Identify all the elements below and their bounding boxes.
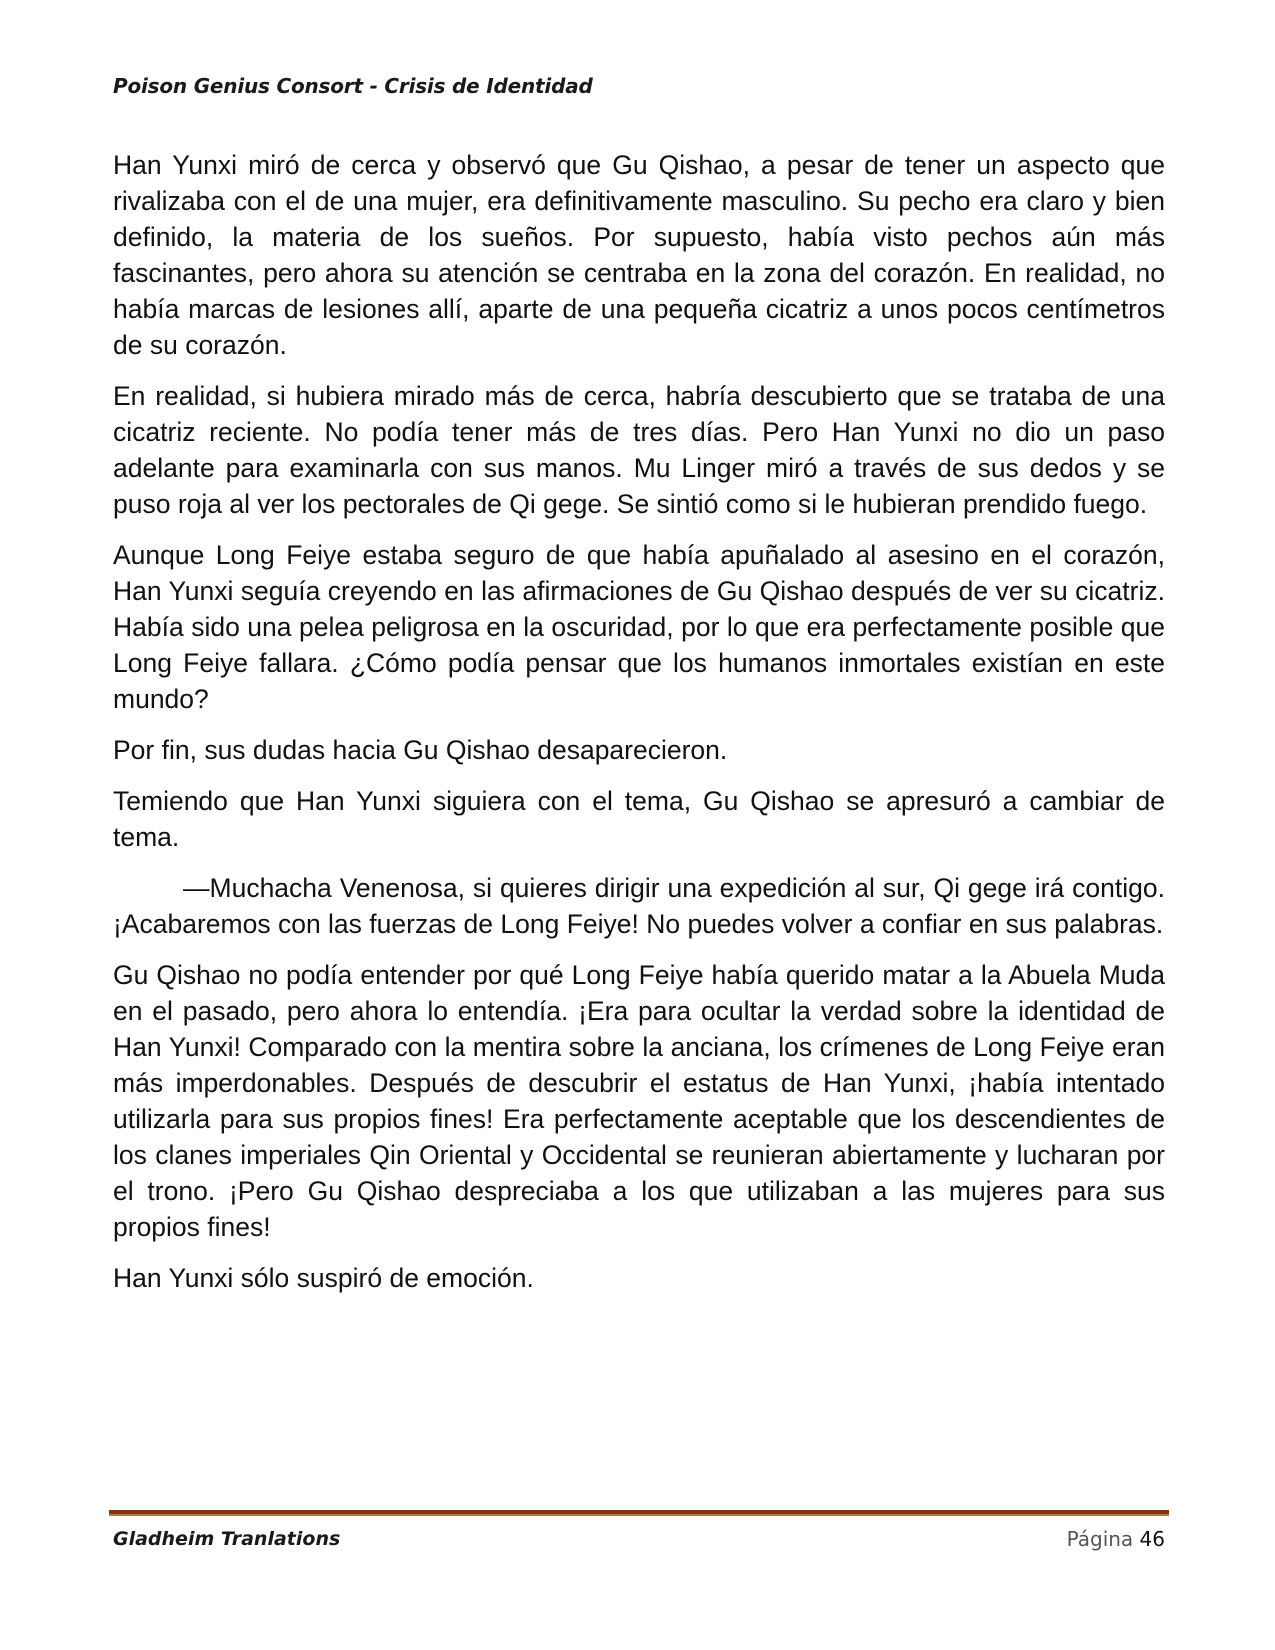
dialogue-paragraph: —Muchacha Venenosa, si quieres dirigir una expedición al sur, Qi gege irá contigo. ¡Acabaremos con las fuerzas de Long Feiye! No puedes volver a confiar en sus palabras. — [113, 873, 1165, 939]
footer-publisher: Gladheim Tranlations — [113, 1528, 341, 1550]
footer-rule — [109, 1510, 1169, 1516]
paragraph: En realidad, si hubiera mirado más de cerca, habría descubierto que se trataba de una cicatriz reciente. No podía tener más de tres días. Pero Han Yunxi no dio un paso adelante para examinarla con sus manos. Mu Linger miró a través de sus dedos y se puso roja al ver los pectorales de Qi gege. Se sintió como si le hubieran prendido fuego. — [113, 381, 1165, 519]
page-number: 46 — [1139, 1527, 1165, 1551]
page-number-block — [1067, 1527, 1165, 1551]
paragraph: Aunque Long Feiye estaba seguro de que había apuñalado al asesino en el corazón, Han Yunxi seguía creyendo en las afirmaciones de Gu Qishao después de ver su cicatriz. Había sido una pelea peligrosa en la oscuridad, por lo que era perfectamente posible que Long Feiye fallara. ¿Cómo podía pensar que los humanos inmortales existían en este mundo? — [113, 540, 1165, 714]
paragraph: Temiendo que Han Yunxi siguiera con el tema, Gu Qishao se apresuró a cambiar de tema. — [113, 786, 1165, 852]
running-header: Poison Genius Consort - Crisis de Identidad — [113, 74, 593, 98]
paragraph: Han Yunxi miró de cerca y observó que Gu Qishao, a pesar de tener un aspecto que rivalizaba con el de una mujer, era definitivamente masculino. Su pecho era claro y bien definido, la materia de los sueños. Por supuesto, había visto pechos aún más fascinantes, pero ahora su atención se centraba en la zona del corazón. En realidad, no había marcas de lesiones allí, aparte de una pequeña cicatriz a unos pocos centímetros de su corazón. — [113, 150, 1165, 360]
page-label: Página — [1066, 1527, 1134, 1551]
body-text — [113, 147, 1165, 1311]
paragraph: Gu Qishao no podía entender por qué Long Feiye había querido matar a la Abuela Muda en el pasado, pero ahora lo entendía. ¡Era para ocultar la verdad sobre la identidad de Han Yunxi! Comparado con la mentira sobre la anciana, los crímenes de Long Feiye eran más imperdonables. Después de descubrir el estatus de Han Yunxi, ¡había intentado utilizarla para sus propios fines! Era perfectamente aceptable que los descendientes de los clanes imperiales Qin Oriental y Occidental se reunieran abiertamente y lucharan por el trono. ¡Pero Gu Qishao despreciaba a los que utilizaban a las mujeres para sus propios fines! — [113, 960, 1165, 1242]
paragraph: Por fin, sus dudas hacia Gu Qishao desaparecieron. — [113, 735, 728, 765]
paragraph: Han Yunxi sólo suspiró de emoción. — [113, 1263, 534, 1293]
